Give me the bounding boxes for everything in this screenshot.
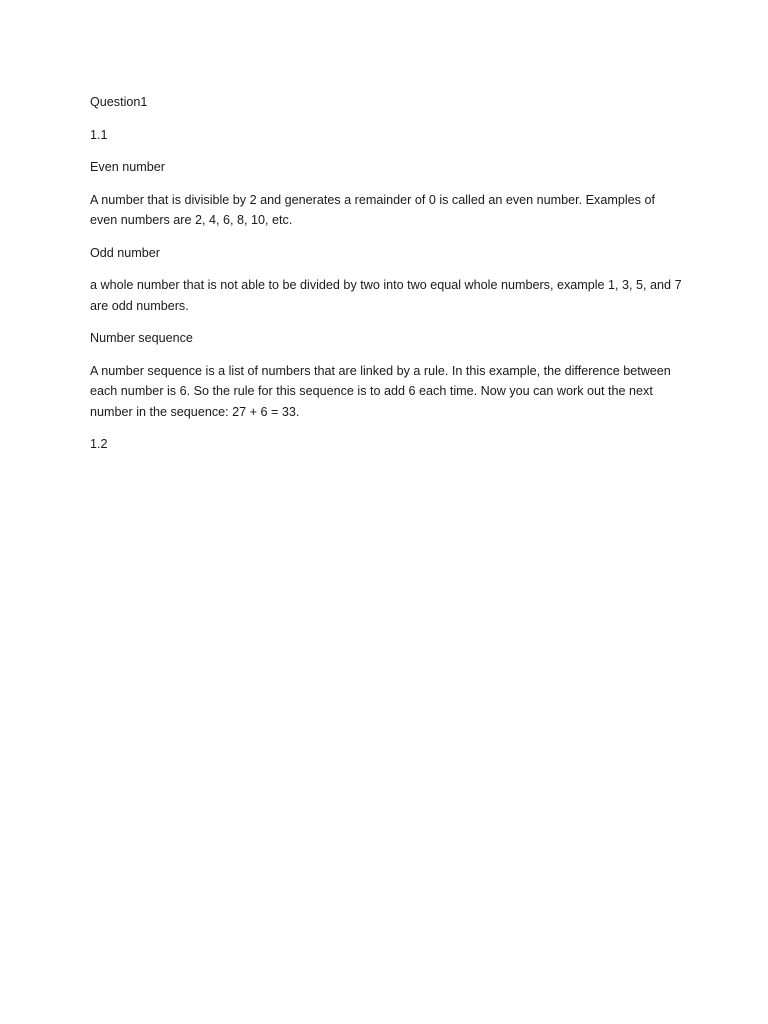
document-body — [90, 92, 682, 467]
definition-number-sequence: A number sequence is a list of numbers that are linked by a rule. In this example, the difference between each number is 6. So the rule for this sequence is to add 6 each time. Now you can work out the next number in the sequence: 27 + 6 = 33. — [90, 363, 671, 419]
definition-even-number: A number that is divisible by 2 and generates a remainder of 0 is called an even number. Examples of even numbers are 2, 4, 6, 8, 10, etc. — [90, 192, 655, 227]
definition-odd-number: a whole number that is not able to be divided by two into two equal whole numbers, example 1, 3, 5, and 7 are odd numbers. — [90, 278, 682, 313]
section-number-1-1: 1.1 — [90, 127, 108, 142]
term-number-sequence: Number sequence — [90, 331, 193, 345]
term-odd-number: Odd number — [90, 245, 161, 260]
question-heading: Question1 — [90, 95, 148, 109]
term-even-number: Even number — [90, 160, 165, 174]
section-number-1-2: 1.2 — [90, 437, 108, 451]
